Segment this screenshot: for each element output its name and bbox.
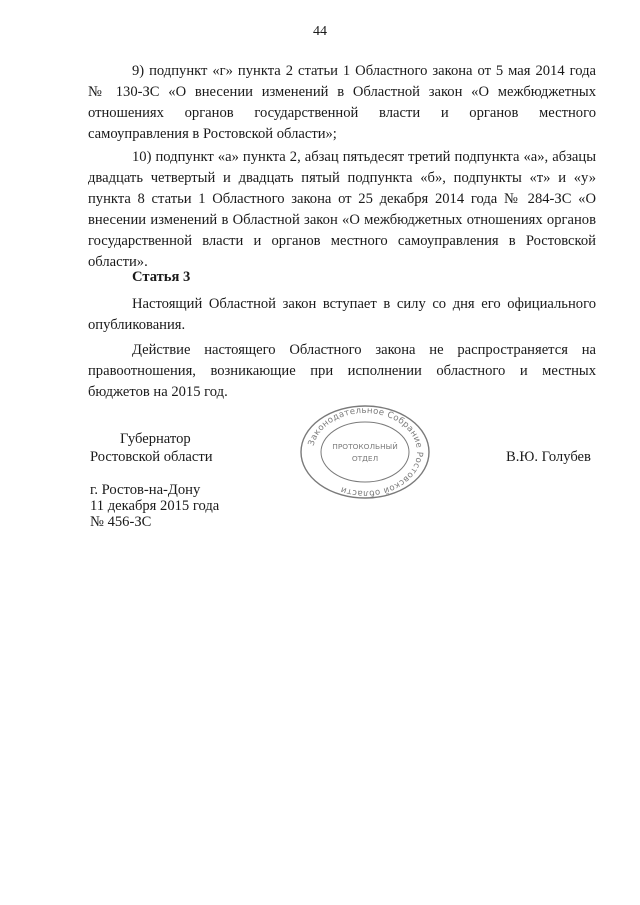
list-item-9: 9) подпункт «г» пункта 2 статьи 1 Областного закона от 5 мая 2014 года № 130-ЗС «О внесении изменений в Областной закон «О межбюджетных отношениях органов государственной власти и органов местного самоуправления в Ростовской области»; — [88, 63, 596, 142]
meta-city: г. Ростов-на-Дону — [90, 482, 201, 498]
stamp-ring-text — [307, 406, 424, 498]
stamp-center-line-1: ПРОТОКОЛЬНЫЙ — [332, 442, 398, 451]
signature-title-line-2: Ростовской области — [90, 449, 213, 465]
stamp-center-line-2: ОТДЕЛ — [351, 454, 379, 463]
stamp-inner-ring — [321, 422, 409, 482]
signer-name: В.Ю. Голубев — [506, 449, 591, 465]
article-heading: Статья 3 — [132, 269, 191, 285]
signature-title-line-1: Губернатор — [120, 431, 191, 447]
article-paragraph-2: Действие настоящего Областного закона не распространяется на правоотношения, возникающие при исполнении областного и местных бюджетов на 2015 год. — [88, 342, 596, 400]
official-stamp — [298, 403, 432, 501]
page-number: 44 — [313, 24, 327, 39]
stamp-ring-textpath: Законодательное Собрание Ростовской области — [306, 405, 425, 499]
stamp-outer-ring — [301, 406, 429, 498]
meta-date: 11 декабря 2015 года — [90, 498, 220, 514]
article-paragraph-1: Настоящий Областной закон вступает в силу со дня его официального опубликования. — [88, 296, 596, 333]
list-item-10: 10) подпункт «а» пункта 2, абзац пятьдесят третий подпункта «а», абзацы двадцать четвертый и двадцать пятый подпункта «б», подпункты «т» и «у» пункта 8 статьи 1 Областного закона от 25 декабря 2014 года № 284-ЗС «О внесении изменений в Областной закон «О межбюджетных отношениях органов государственной власти и органов местного самоуправления в Ростовской области». — [88, 149, 596, 270]
meta-number: № 456-ЗС — [90, 514, 152, 530]
